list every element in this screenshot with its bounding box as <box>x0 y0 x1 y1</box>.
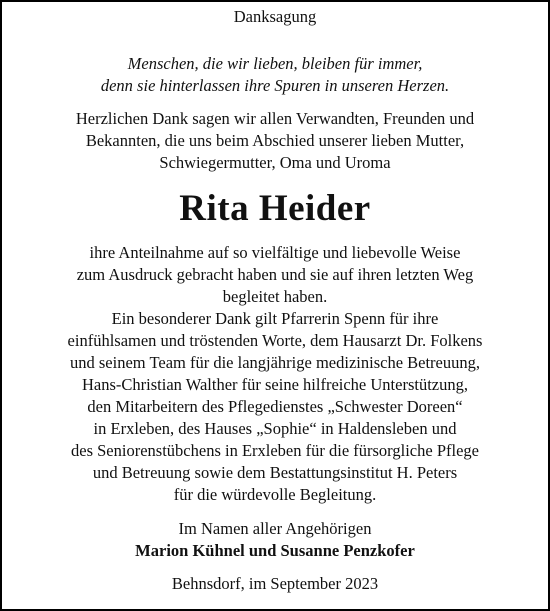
signature-names: Marion Kühnel und Susanne Penzkofer <box>135 541 415 560</box>
body-line-8: den Mitarbeitern des Pflegedienstes „Schwester Doreen“ <box>87 397 463 416</box>
place-and-date: Behnsdorf, im September 2023 <box>171 574 379 593</box>
body-line-12: für die würdevolle Begleitung. <box>173 485 377 504</box>
notice-heading: Danksagung <box>233 7 317 26</box>
body-line-5: einfühlsamen und tröstenden Worte, dem Hausarzt Dr. Folkens <box>67 331 483 350</box>
thanks-intro-line-2: Bekannten, die uns beim Abschied unserer lieben Mutter, <box>85 131 465 150</box>
body-line-9: in Erxleben, des Hauses „Sophie“ in Haldensleben und <box>93 419 457 438</box>
body-line-6: und seinem Team für die langjährige medizinische Betreuung, <box>70 353 480 372</box>
body-line-7: Hans-Christian Walther für seine hilfreiche Unterstützung, <box>81 375 468 394</box>
body-line-1: ihre Anteilnahme auf so vielfältige und liebevolle Weise <box>89 243 461 262</box>
deceased-name: Rita Heider <box>179 188 371 229</box>
body-line-11: und Betreuung sowie dem Bestattungsinstitut H. Peters <box>92 463 458 482</box>
quote-line-2: denn sie hinterlassen ihre Spuren in unseren Herzen. <box>100 76 450 95</box>
thanks-intro-line-1: Herzlichen Dank sagen wir allen Verwandten, Freunden und <box>75 109 475 128</box>
thanks-intro-line-3: Schwiegermutter, Oma und Uroma <box>159 153 391 172</box>
signature-intro: Im Namen aller Angehörigen <box>178 519 372 538</box>
body-line-3: begleitet haben. <box>222 287 328 306</box>
body-line-4: Ein besonderer Dank gilt Pfarrerin Spenn für ihre <box>111 309 439 328</box>
body-line-10: des Seniorenstübchens in Erxleben für die fürsorgliche Pflege <box>71 441 479 460</box>
body-line-2: zum Ausdruck gebracht haben und sie auf ihren letzten Weg <box>76 265 474 284</box>
quote-line-1: Menschen, die wir lieben, bleiben für immer, <box>127 54 423 73</box>
